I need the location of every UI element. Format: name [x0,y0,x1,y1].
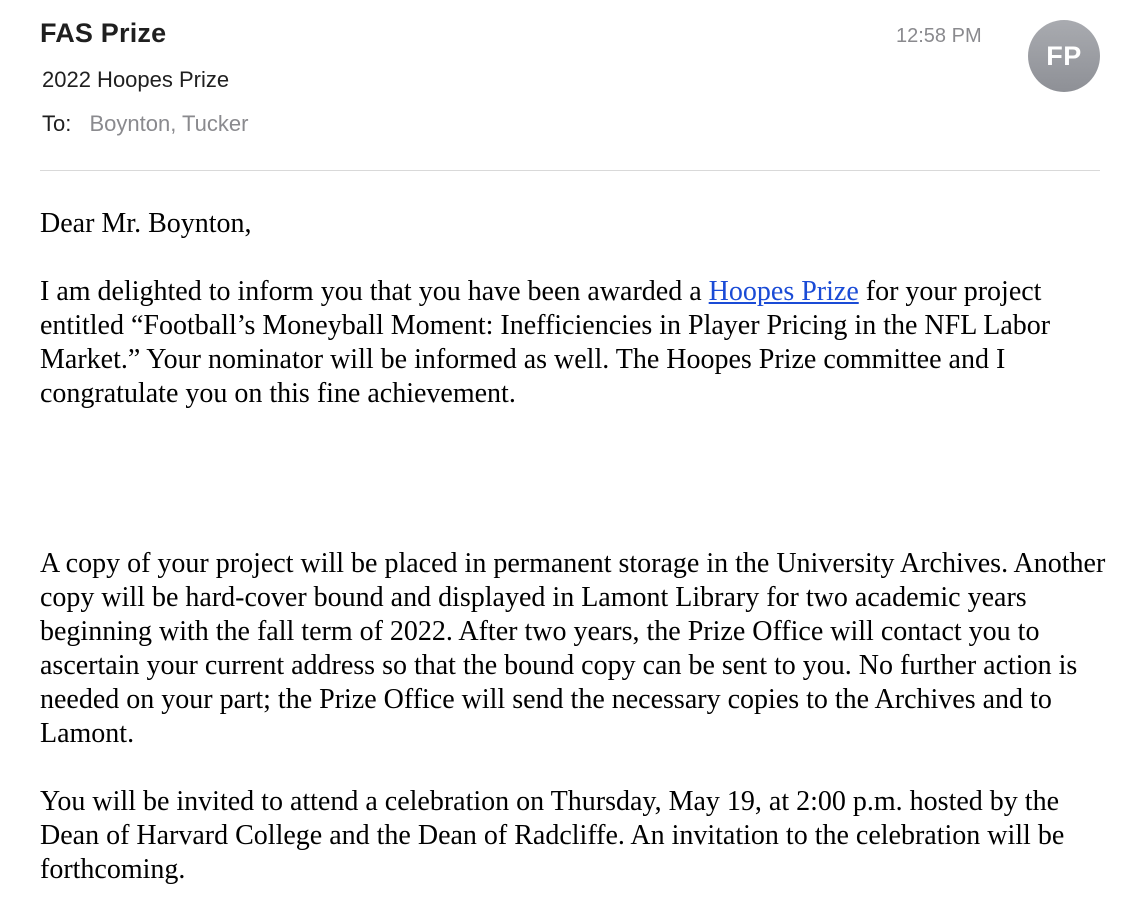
email-timestamp: 12:58 PM [896,25,982,47]
recipient-row [42,111,248,137]
sender-avatar[interactable] [1028,20,1100,92]
award-text-start: I am delighted to inform you that you have been awarded a [40,276,709,307]
sender-name[interactable]: FAS Prize [40,18,167,48]
paragraph-celebration: You will be invited to attend a celebration on Thursday, May 19, at 2:00 p.m. hosted by the Dean of Harvard College and the Dean of Radcliffe. An invitation to the celebration will be forthcoming. [40,786,1065,885]
hoopes-prize-link[interactable]: Hoopes Prize [708,276,859,307]
greeting: Dear Mr. Boynton, [40,208,252,239]
paragraph-archives: A copy of your project will be placed in permanent storage in the University Archives. Another copy will be hard-cover bound and displayed in Lamont Library for two academic years beginning with the fall term of 2022. After two years, the Prize Office will contact you to ascertain your current address so that the bound copy can be sent to you. No further action is needed on your part; the Prize Office will send the necessary copies to the Archives and to Lamont. [40,548,1106,749]
email-subject: 2022 Hoopes Prize [42,67,230,92]
recipient-name[interactable]: Boynton, Tucker [89,111,249,136]
header-divider [40,170,1100,171]
paragraph-award [40,275,1115,411]
avatar-initials: FP [1046,40,1082,71]
email-header [0,0,1124,172]
email-body [40,207,1115,887]
to-label: To: [42,111,72,136]
award-text-end: for your project entitled “Football’s Moneyball Moment: Inefficiencies in Player Pricing in the NFL Labor Market.” Your nominator will be informed as well. The Hoopes Prize committee and I congratulate you on this fine achievement. [40,276,1051,409]
